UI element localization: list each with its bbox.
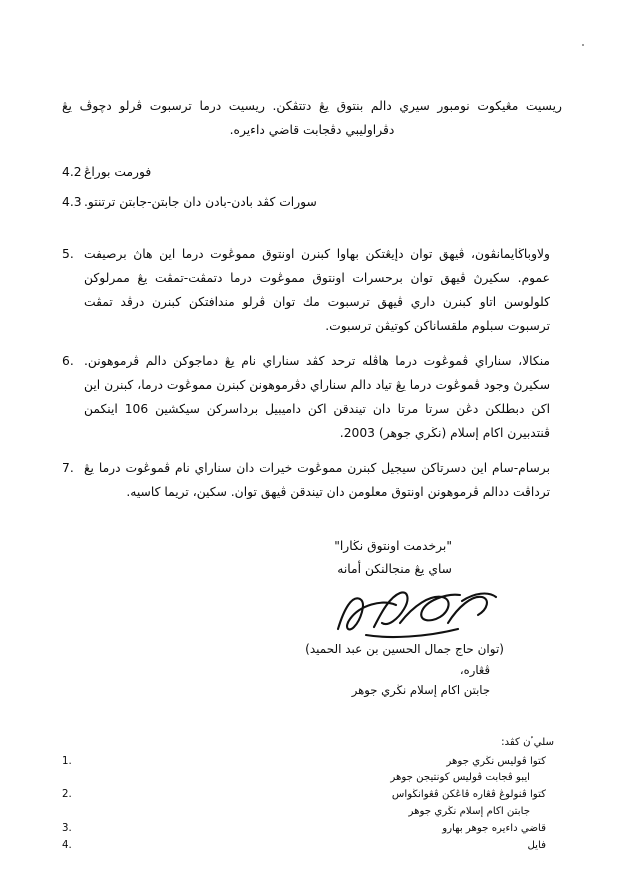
item-text: منکالا، سناراي ڤموڠوت درما هاڤله ترحد کڤد سناراي نام يڠ دماجوکن دالم ڤرموهونن. سکيرڽ وجود ڤموڠوت درما يڠ تياد دالم سناراي دڤرموهونن کبنرن مموڠوت درما، کبنرن اين اکن دبطلکن دڠن سرتا مرتا دان تيندقن اکن داميبيل برداسركن سيکشين 106 اينکمن ڤنتدبيرن اکام إسلام (نڬري جوهر) 2003. [84,353,550,440]
handwritten-signature-icon [330,583,500,645]
cc-text: کتوا ڤنولوڠ ڤڠاره ڤاڠکن ڤڠوانڬواس [391,789,546,801]
cc-number: 4. [62,839,72,851]
numbered-item-list [62,243,562,505]
closing-line: ساي يڠ منجالنکن أمانه [337,561,452,576]
sub-item-number: 4.3 [62,194,82,209]
cc-number: 3. [62,822,72,834]
closing-slogan: "برخدمت اونتوق نڬارا" [334,538,452,553]
item-number: 7. [62,460,74,475]
list-item [62,350,562,446]
sub-item-text: فورمت بوراڠ [84,164,152,179]
spacer [62,221,562,243]
cc-text: کتوا ڤوليس نڬري جوهر [446,755,546,767]
list-item [62,191,522,215]
list-item [62,821,554,838]
carbon-copy-block [62,734,554,854]
list-item [62,754,554,771]
item-number: 5. [62,246,74,261]
signatory-position: ڤڠاره، [459,662,490,677]
cc-number: 1. [62,755,72,767]
list-item [62,457,562,505]
cc-number: 2. [62,789,72,801]
list-item [62,243,562,339]
sub-item-number: 4.2 [62,164,82,179]
list-item [62,161,522,185]
intro-paragraph: ريسيت مڠيکوت نومبور سيري دالم بنتوق يڠ دتتڤکن. ريسيت درما ترسبوت ڤرلو دچوڤ يڠ دڤراوليبي دڤجابت قاضي داءيره. [62,99,562,137]
sub-item-text: سورات کڤد بادن-بادن دان جابتن-جابتن ترتنتو. [84,194,317,209]
list-item [62,787,554,804]
item-text: برسام-سام اين دسرتاکن سيجيل کبنرن مموڠوت خيرات دان سناراي نام ڤموڠوت درما يڠ ترداڤت ددالم ڤرموهونن اونتوق معلومن دان تيندقن ڤيهق توان. سکين، تريما کاسيه. [84,460,550,499]
signatory-organisation: جابتن اکام إسلام نڬري جوهر [351,682,490,697]
cc-subtext: جابتن اکام إسلام نڬري جوهر [408,806,530,818]
item-number: 6. [62,353,74,368]
cc-text: فايل [527,839,546,851]
list-item [62,838,554,855]
cc-text: قاضي داءيره جوهر بهارو [442,822,546,834]
signature-area [62,599,562,639]
item-text: ولاوباڬايمانڤون، ڤيهق توان دإيڠتکن بهاوا کبنرن اونتوق مموڠوت درما اين هاڽ برصيفت عموم. سکيرڽ ڤيهق توان برحسرات اونتوق مموڠوت درما دتمڤت-تمڤت يڠ ممرلوکن کلولوسن اتاو کبنرن داري ڤيهق ترسبوت مك توان ڤرلو مندافتکن کبنرن درڤد تمڤت ترسبوت سبلوم ملقساناکن کوتيڤن ترسبوت. [84,246,550,333]
closing-block [62,535,452,582]
sub-item-list [62,161,562,215]
cc-title: سليٴن کڤد: [501,737,554,749]
cc-subtext: ايبو ڤجابت ڤوليس کونتيجن جوهر [390,772,530,784]
signatory-name: (توان حاج جمال الحسين بن عبد الحميد) [305,642,504,657]
